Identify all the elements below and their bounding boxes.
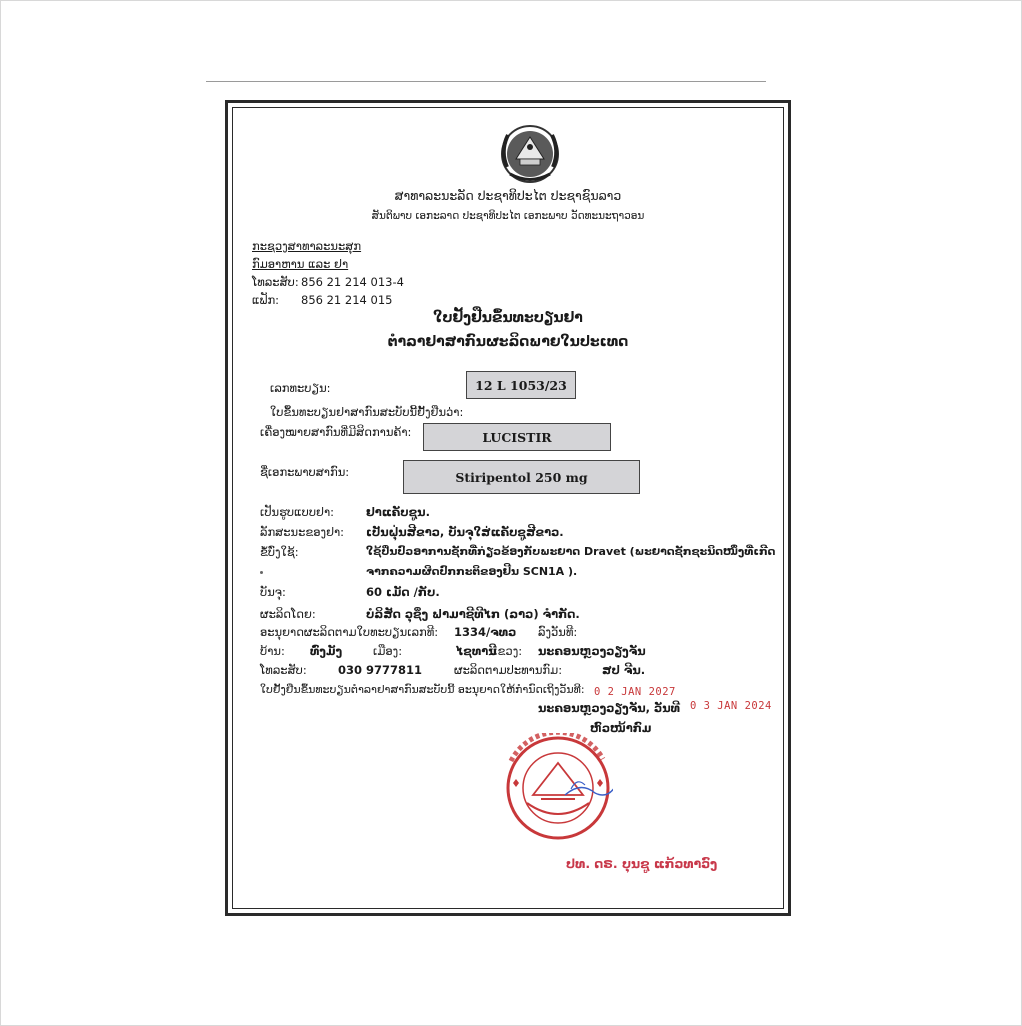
district-label: ເມືອງ: [373,644,403,658]
stray-dot [260,571,263,574]
top-rule [206,81,766,82]
fax-label: ແຟັກ: [252,293,280,307]
phone-label: ໂທລະສັບ: [260,663,307,677]
phone-value: 030 9777811 [338,663,423,677]
signing-place: ນະຄອນຫຼວງວຽງຈັນ, ວັນທີ [538,701,681,715]
mfr-value: ບໍລິສັດ ວຸຊຶ່ງ ຟາມາຊີທີໄກ (ລາວ) ຈຳກັດ. [366,607,580,621]
appearance-label: ລັກສະນະຂອງຢາ: [260,525,345,539]
village-label: ບ້ານ: [260,644,285,658]
tel-value: 856 21 214 013-4 [301,275,404,289]
province-label: ແຂວງ: [490,644,523,658]
generic-box: Stiripentol 250 mg [403,460,640,494]
ministry-name: ກະຊວງສາທາລະນະສຸກ [252,239,362,253]
generic-label: ຊື່ເອກະພາບສາກົນ: [260,465,350,479]
certify-label: ໃບຂຶ້ນທະບຽນຢາສາກົນສະບັບນີ້ຢັ້ງຢືນວ່າ: [270,405,464,419]
official-seal-stamp [503,733,613,843]
indication-label: ຂໍ້ບົ່ງໃຊ້: [260,545,299,559]
ministry-dept: ກົມອາຫານ ແລະ ຢາ [252,257,349,271]
header-line2: ສັນຕິພາບ ເອກະລາດ ປະຊາທິປະໄຕ ເອກະພາບ ວັດທະນະຖາວອນ [371,210,645,222]
reg-no-box: 12 L 1053/23 [466,371,576,399]
district-value: ໄຊທານີ [456,644,497,658]
form-value: ຢາແຄັບຊູນ. [366,505,430,519]
village-value: ທົ່ງມັງ [310,644,343,658]
tel-label: ໂທລະສັບ: [252,275,299,289]
province-value: ນະຄອນຫຼວງວຽງຈັນ [538,644,646,658]
validity-text: ໃບຢັ້ງຢືນຂຶ້ນທະບຽນຕຳລາຢາສາກົນສະບັບນີ້ ອະນຸຍາດໃຫ້ກຳນົດເຖິງວັນທີ: [260,683,585,696]
appearance-value: ເປັນຝຸ່ນສີຂາວ, ບັນຈຸໃສ່ແຄັບຊູສີຂາວ. [366,525,564,539]
form-label: ເປັນຮູບແບບຢາ: [260,505,335,519]
license-date-label: ລົງວັນທີ: [538,625,578,639]
pack-value: 60 ເມັດ /ກັບ. [366,585,440,599]
pack-label: ບັນຈຸ: [260,585,286,599]
license-label: ອະນຸຍາດຜະລິດຕາມໃບທະບຽນເລກທີ: [260,625,439,639]
lao-emblem-icon [490,119,570,189]
certificate-document [225,100,791,916]
doc-title-line2: ຕຳລາຢາສາກົນຜະລິດພາຍໃນປະເທດ [387,334,629,350]
fax-value: 856 21 214 015 [301,293,393,307]
origin-value: ສປ ຈີນ. [602,663,646,677]
indication-line1: ໃຊ້ປິ່ນປົວອາການຊັກທີ່ກ່ຽວຂ້ອງກັບພະຍາດ Dravet (ພະຍາດຊັກຊະນິດໜຶ່ງທີ່ເກີດ [366,545,776,558]
doc-title-line1: ໃບຢັ້ງຢືນຂຶ້ນທະບຽນຢາ [433,310,583,326]
indication-line2: ຈາກຄວາມຜິດປົກກະຕິຂອງຢີນ SCN1A ). [366,565,578,578]
signer-role: ຫົວໜ້າກົມ [590,721,652,735]
brand-box: LUCISTIR [423,423,611,451]
reg-no-label: ເລກທະບຽນ: [270,381,331,395]
origin-label: ຜະລິດຕາມປະທານກົມ: [454,663,563,677]
signing-date-stamp: 0 3 JAN 2024 [690,700,772,712]
mfr-label: ຜະລິດໂດຍ: [260,607,316,621]
license-no: 1334/ຈທວ [454,625,517,639]
brand-label: ເຄື່ອງໝາຍສາກົນທີ່ມີສິດການຄ້າ: [260,425,412,439]
expiry-date-stamp: 0 2 JAN 2027 [594,686,676,698]
header-line1: ສາທາລະນະລັດ ປະຊາທິປະໄຕ ປະຊາຊົນລາວ [394,188,622,203]
signer-name: ປທ. ດຣ. ບຸນຊູ ແກ້ວທາວົງ [566,856,718,871]
